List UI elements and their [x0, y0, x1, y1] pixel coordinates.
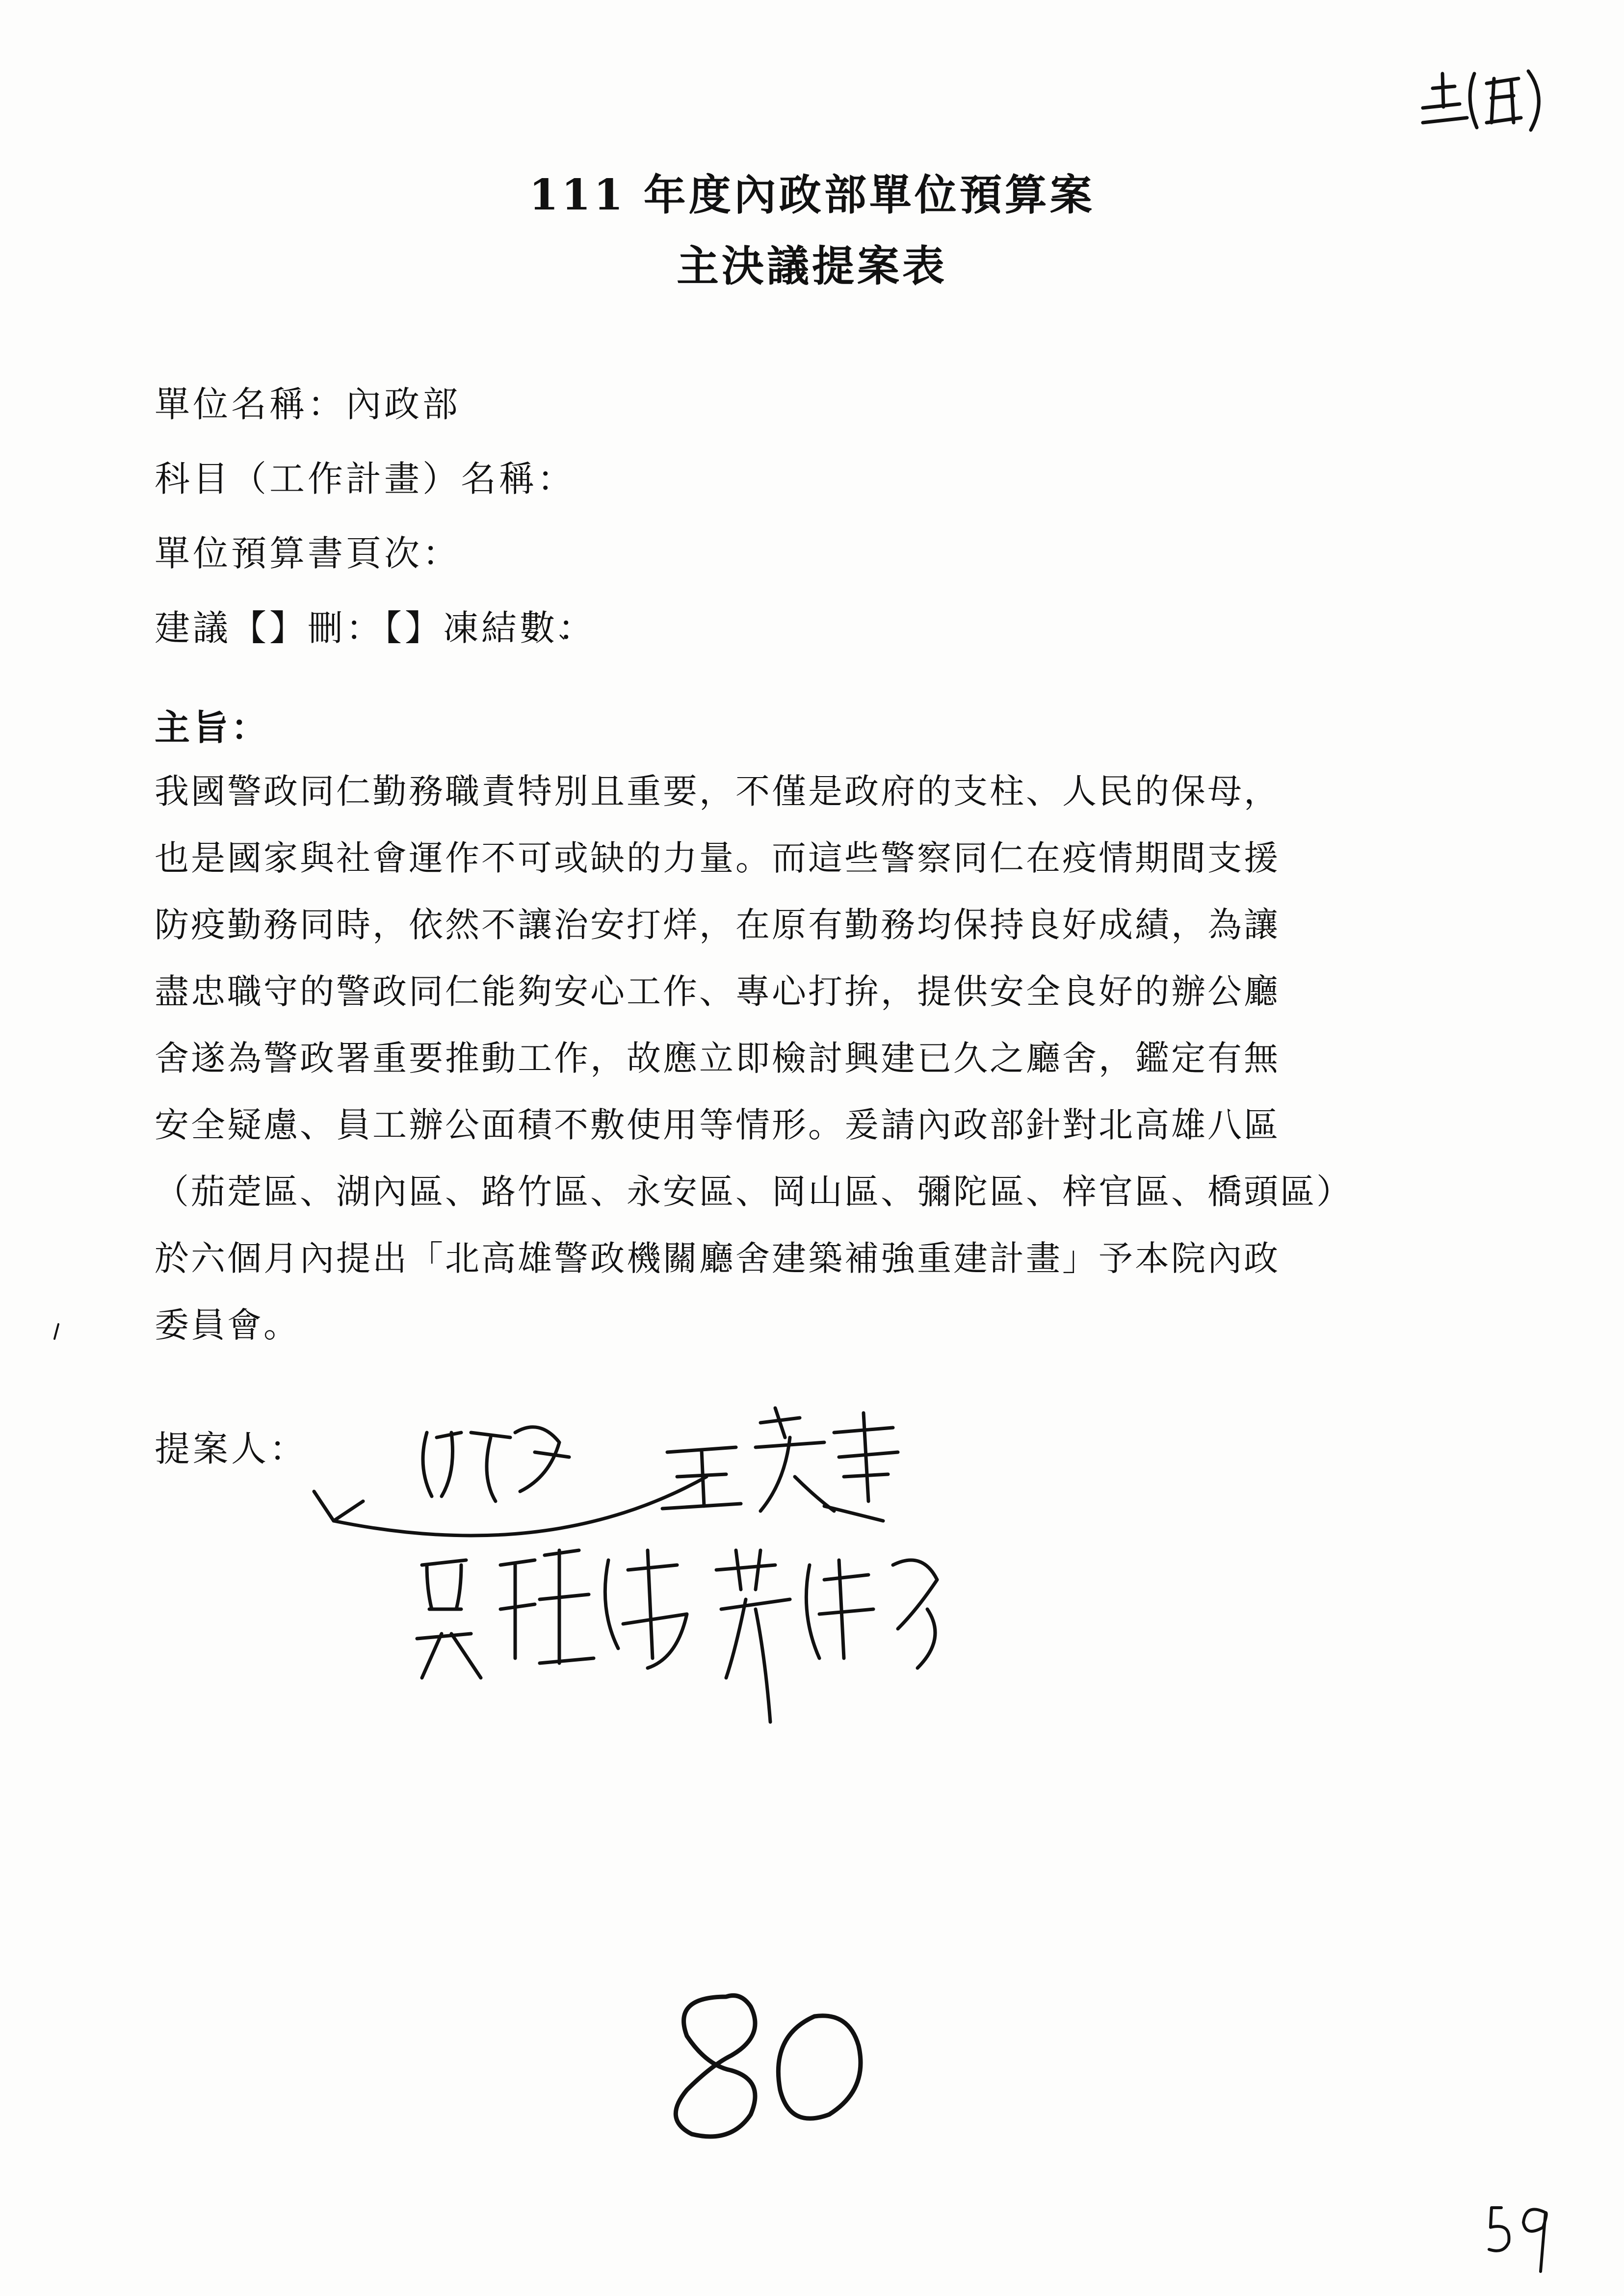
body-line: 也是國家與社會運作不可或缺的力量。而這些警察同仁在疫情期間支援	[155, 838, 1280, 878]
subject-heading: 主旨：	[155, 706, 270, 748]
unit-name-field: 單位名稱：內政部	[155, 384, 461, 425]
proposal-amount-field: 建議【】刪：【】凍結數：	[155, 607, 597, 649]
handwritten-signatures	[304, 1403, 1138, 1776]
handwritten-corner-tag	[1413, 44, 1560, 142]
form-fields	[155, 367, 596, 665]
subject-name-field: 科目（工作計畫）名稱：	[155, 458, 576, 499]
body-line: 盡忠職守的警政同仁能夠安心工作、專心打拚，提供安全良好的辦公廳	[155, 971, 1280, 1012]
body-line: 於六個月內提出「北高雄警政機關廳舍建築補強重建計畫」予本院內政	[155, 1238, 1280, 1278]
body-line: 安全疑慮、員工辦公面積不敷使用等情形。爰請內政部針對北高雄八區	[155, 1105, 1280, 1145]
document-title: 111 年度內政部單位預算案	[529, 170, 1095, 220]
document-subtitle: 主決議提案表	[677, 241, 947, 291]
handwritten-number-80	[653, 1982, 888, 2149]
stray-dot	[559, 633, 565, 639]
stray-mark	[52, 1322, 61, 1342]
handwritten-page-number	[1482, 2193, 1565, 2276]
body-line: 我國警政同仁勤務職責特別且重要，不僅是政府的支柱、人民的保母，	[155, 771, 1280, 811]
body-line: 防疫勤務同時，依然不讓治安打烊，在原有勤務均保持良好成績，為讓	[155, 905, 1280, 945]
body-line: （茄萣區、湖內區、路竹區、永安區、岡山區、彌陀區、梓官區、橋頭區）	[155, 1172, 1353, 1212]
proposer-label: 提案人：	[155, 1428, 308, 1469]
budget-page-field: 單位預算書頁次：	[155, 533, 461, 574]
subject-body	[155, 758, 1523, 1358]
body-line: 委員會。	[155, 1305, 300, 1345]
body-line: 舍遂為警政署重要推動工作，故應立即檢討興建已久之廳舍，鑑定有無	[155, 1038, 1280, 1078]
